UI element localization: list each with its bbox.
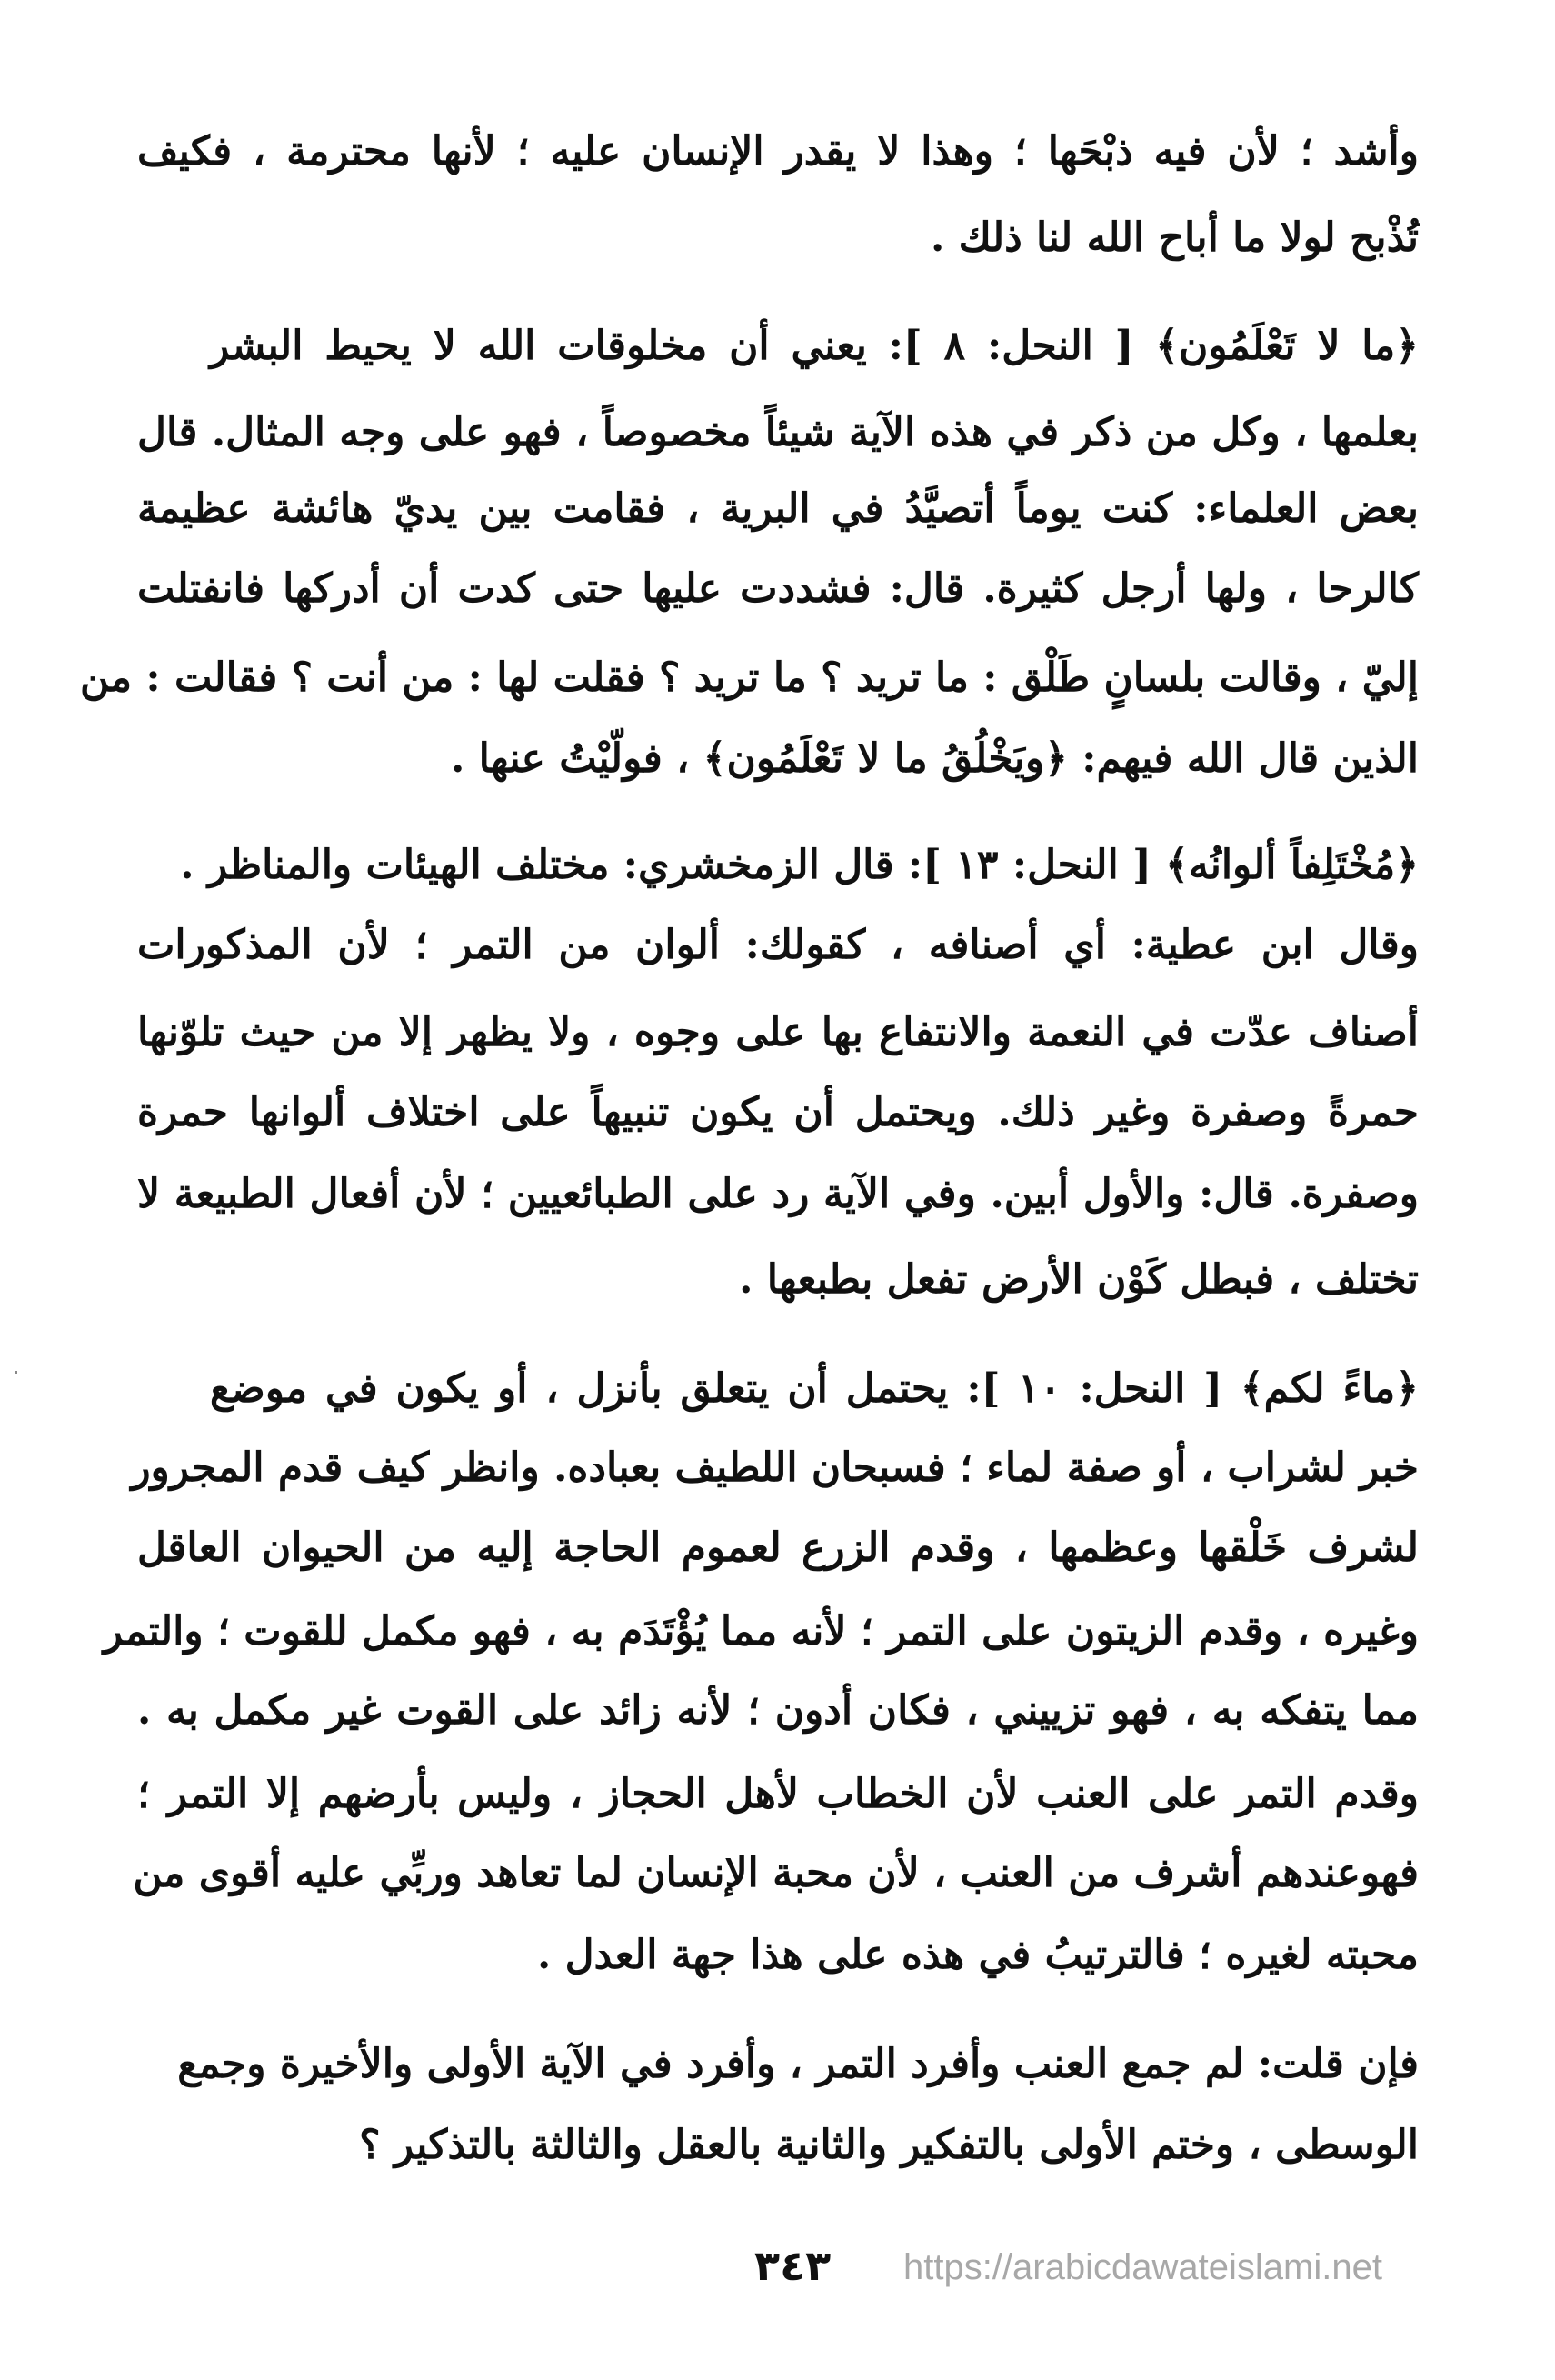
text-line: مما يتفكه به ، فهو تزييني ، فكان أدون ؛ لأنه زائد على القوت غير مكمل به . — [137, 1687, 1419, 1734]
text-line: تختلف ، فبطل كَوْن الأرض تفعل بطبعها . — [739, 1256, 1419, 1303]
text-line: فإن قلت: لم جمع العنب وأفرد التمر ، وأفرد في الآية الأولى والأخيرة وجمع — [177, 2041, 1419, 2087]
text-line: ﴿ما لا تَعْلَمُون﴾ [ النحل: ٨ ]: يعني أن مخلوقات الله لا يحيط البشر — [210, 323, 1419, 369]
text-line: أصناف عدّت في النعمة والانتفاع بها على وجوه ، ولا يظهر إلا من حيث تلوّنها — [137, 1009, 1419, 1055]
text-line: وقدم التمر على العنب لأن الخطاب لأهل الحجاز ، وليس بأرضهم إلا التمر ؛ — [137, 1771, 1419, 1817]
text-line: الذين قال الله فيهم: ﴿ويَخْلُقُ ما لا تَعْلَمُون﴾ ، فولّيْتُ عنها . — [451, 735, 1419, 782]
text-line: وصفرة. قال: والأول أبين. وفي الآية رد على الطبائعيين ؛ لأن أفعال الطبيعة لا — [137, 1171, 1419, 1217]
text-line: وأشد ؛ لأن فيه ذبْحَها ؛ وهذا لا يقدر الإنسان عليه ؛ لأنها محترمة ، فكيف — [137, 128, 1419, 175]
text-line: كالرحا ، ولها أرجل كثيرة. قال: فشددت عليها حتى كدت أن أدركها فانفتلت — [137, 565, 1419, 612]
watermark-url: https://arabicdawateislami.net — [903, 2247, 1382, 2287]
text-line: وغيره ، وقدم الزيتون على التمر ؛ لأنه مما يُؤْتَدَم به ، فهو مكمل للقوت ؛ والتمر — [103, 1608, 1419, 1655]
scan-speck — [15, 1371, 17, 1374]
text-line: ﴿ماءً لكم﴾ [ النحل: ١٠ ]: يحتمل أن يتعلق بأنزل ، أو يكون في موضع — [210, 1365, 1419, 1412]
text-line: بعلمها ، وكل من ذكر في هذه الآية شيئاً مخصوصاً ، فهو على وجه المثال. قال — [137, 409, 1419, 455]
text-line: ﴿مُخْتَلِفاً ألوانُه﴾ [ النحل: ١٣ ]: قال الزمخشري: مختلف الهيئات والمناظر . — [180, 842, 1419, 888]
text-line: لشرف خَلْقها وعظمها ، وقدم الزرع لعموم الحاجة إليه من الحيوان العاقل — [137, 1525, 1419, 1571]
text-line: بعض العلماء: كنت يوماً أتصيَّدُ في البرية ، فقامت بين يديّ هائشة عظيمة — [137, 485, 1419, 532]
text-line: وقال ابن عطية: أي أصنافه ، كقولك: ألوان من التمر ؛ لأن المذكورات — [137, 922, 1419, 968]
text-line: إليّ ، وقالت بلسانٍ طَلْق : ما تريد ؟ ما تريد ؟ فقلت لها : من أنت ؟ فقالت : من — [80, 655, 1419, 701]
text-line: فهوعندهم أشرف من العنب ، لأن محبة الإنسان لما تعاهد وربِّي عليه أقوى من — [133, 1850, 1419, 1896]
text-line: خبر لشراب ، أو صفة لماء ؛ فسبحان اللطيف بعباده. وانظر كيف قدم المجرور — [131, 1445, 1419, 1491]
text-line: الوسطى ، وختم الأولى بالتفكير والثانية بالعقل والثالثة بالتذكير ؟ — [359, 2122, 1419, 2168]
text-line: تُذْبح لولا ما أباح الله لنا ذلك . — [931, 215, 1419, 261]
page-number: ٣٤٣ — [754, 2241, 832, 2290]
text-line: حمرةً وصفرة وغير ذلك. ويحتمل أن يكون تنبيهاً على اختلاف ألوانها حمرة — [137, 1089, 1419, 1135]
text-line: محبته لغيره ؛ فالترتيبُ في هذه على هذا جهة العدل . — [536, 1932, 1419, 1978]
